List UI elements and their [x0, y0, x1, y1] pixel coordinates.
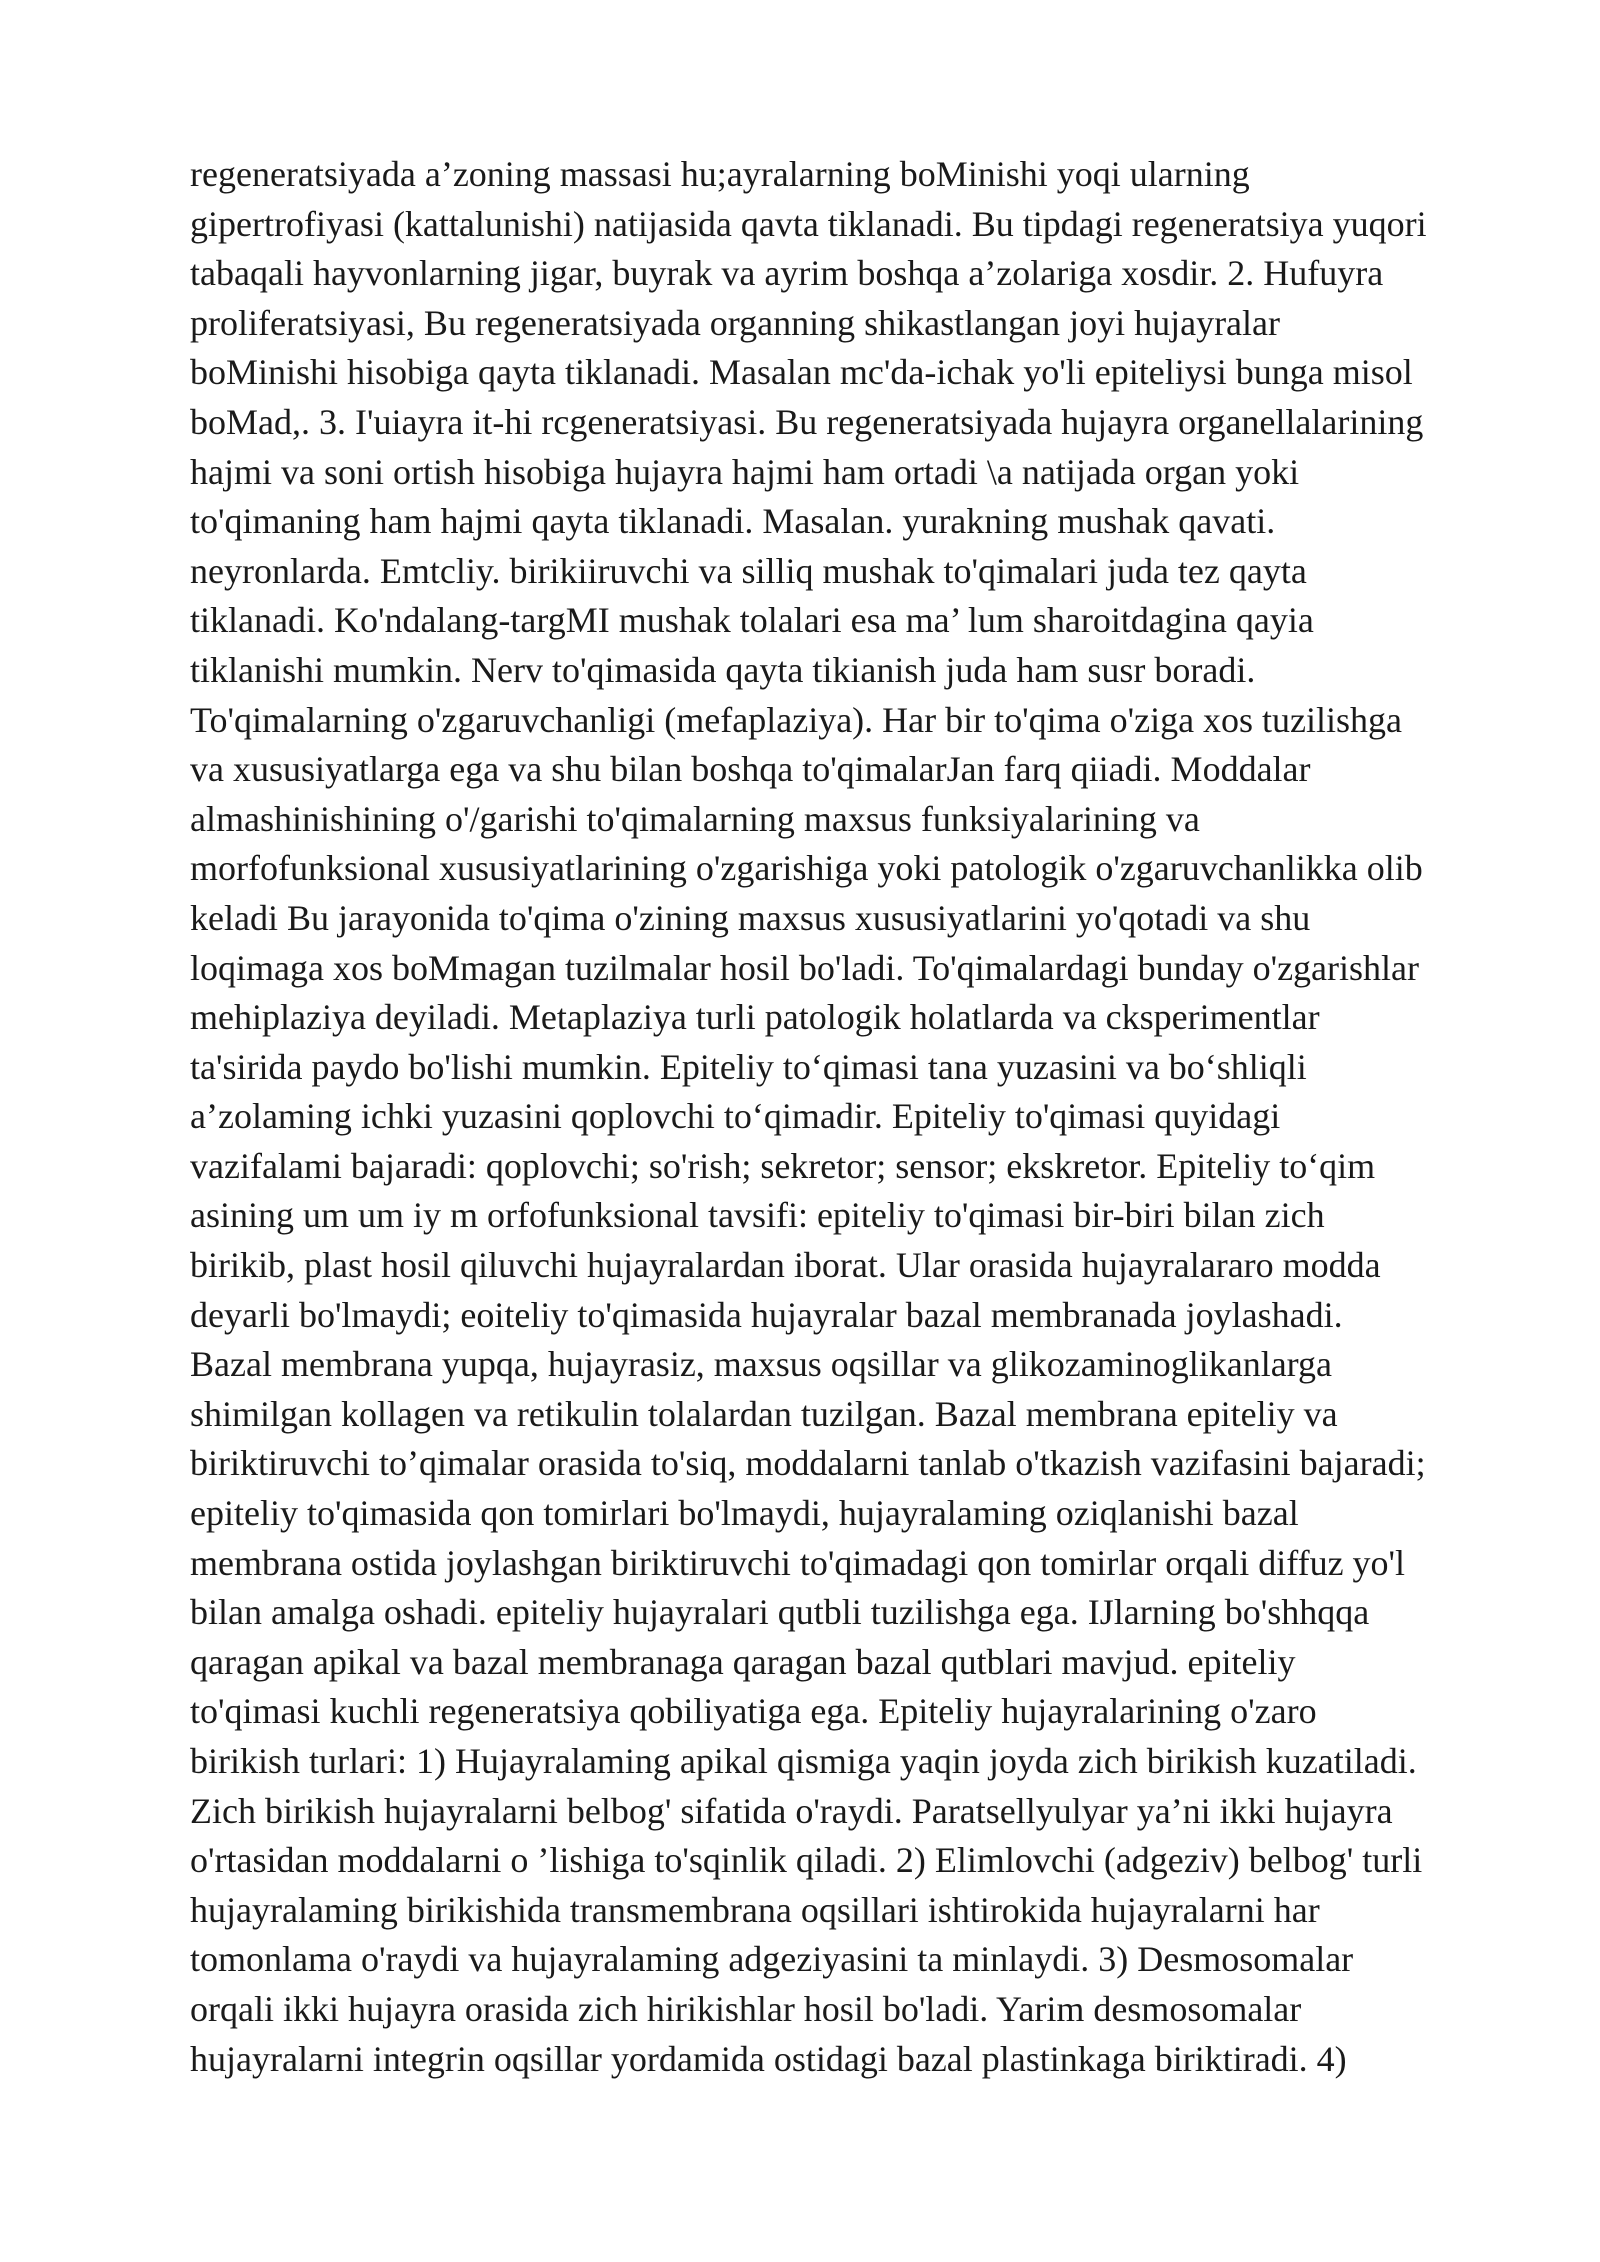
text-line-29: membrana ostida joylashgan biriktiruvchi to'qimadagi qon tomirlar orqali diffuz yo'l — [190, 1542, 1406, 1583]
text-line-30: bilan amalga oshadi. epiteliy hujayralari qutbli tuzilishga ega. IJlarning bo'shhqqa — [190, 1592, 1370, 1633]
text-line-22: asining um um iy m orfofunksional tavsifi: epiteliy to'qimasi bir-biri bilan zich — [190, 1195, 1325, 1236]
body-text — [190, 150, 1510, 2084]
text-line-27: biriktiruvchi to’qimalar orasida to'siq, moddalarni tanlab o'tkazish vazifasini bajaradi; — [190, 1443, 1426, 1484]
text-line-38: orqali ikki hujayra orasida zich hirikishlar hosil bo'ladi. Yarim desmosomalar — [190, 1988, 1302, 2029]
text-line-16: keladi Bu jarayonida to'qima o'zining maxsus xususiyatlarini yo'qotadi va shu — [190, 897, 1311, 938]
text-line-20: a’zolaming ichki yuzasini qoplovchi to‘qimadir. Epiteliy to'qimasi quyidagi — [190, 1096, 1281, 1137]
text-line-34: Zich birikish hujayralarni belbog' sifatida o'raydi. Paratsellyulyar ya’ni ikki hujayra — [190, 1790, 1393, 1831]
text-line-19: ta'sirida paydo bo'lishi mumkin. Epiteliy to‘qimasi tana yuzasini va bo‘shliqli — [190, 1046, 1307, 1087]
text-line-35: o'rtasidan moddalarni o ’lishiga to'sqinlik qiladi. 2) Elimlovchi (adgeziv) belbog' turli — [190, 1840, 1423, 1881]
text-line-21: vazifalami bajaradi: qoplovchi; so'rish; sekretor; sensor; ekskretor. Epiteliy to‘qim — [190, 1145, 1376, 1186]
text-line-14: almashinishining o'/garishi to'qimalarning maxsus funksiyalarining va — [190, 798, 1200, 839]
text-line-31: qaragan apikal va bazal membranaga qaragan bazal qutblari mavjud. epiteliy — [190, 1641, 1296, 1682]
text-line-25: Bazal membrana yupqa, hujayrasiz, maxsus oqsillar va glikozaminoglikanlarga — [190, 1344, 1332, 1385]
text-line-9: neyronlarda. Emtcliy. birikiiruvchi va silliq mushak to'qimalari juda tez qayta — [190, 550, 1307, 591]
text-line-12: To'qimalarning o'zgaruvchanligi (mefaplaziya). Har bir to'qima o'ziga xos tuzilishga — [190, 699, 1403, 740]
text-line-26: shimilgan kollagen va retikulin tolalardan tuzilgan. Bazal membrana epiteliy va — [190, 1393, 1338, 1434]
document-page — [190, 150, 1510, 2084]
text-line-37: tomonlama o'raydi va hujayralaming adgeziyasini ta minlaydi. 3) Desmosomalar — [190, 1939, 1354, 1980]
text-line-1: regeneratsiyada a’zoning massasi hu;ayralarning boMinishi yoqi ularning — [190, 154, 1250, 194]
text-line-3: tabaqali hayvonlarning jigar, buyrak va ayrim boshqa a’zolariga xosdir. 2. Hufuyra — [190, 253, 1384, 294]
text-line-36: hujayralaming birikishida transmembrana oqsillari ishtirokida hujayralarni har — [190, 1889, 1320, 1930]
text-line-23: birikib, plast hosil qiluvchi hujayralardan iborat. Ular orasida hujayralararo modda — [190, 1245, 1381, 1286]
text-line-4: proliferatsiyasi, Bu regeneratsiyada organning shikastlangan joyi hujayralar — [190, 302, 1281, 343]
text-line-2: gipertrofiyasi (kattalunishi) natijasida qavta tiklanadi. Bu tipdagi regeneratsiya yuqori — [190, 203, 1427, 244]
text-line-11: tiklanishi mumkin. Nerv to'qimasida qayta tikianish juda ham susr boradi. — [190, 649, 1256, 690]
text-line-5: boMinishi hisobiga qayta tiklanadi. Masalan mc'da-ichak yo'li epiteliysi bunga misol — [190, 352, 1413, 393]
text-line-33: birikish turlari: 1) Hujayralaming apikal qismiga yaqin joyda zich birikish kuzatiladi. — [190, 1741, 1417, 1781]
text-line-7: hajmi va soni ortish hisobiga hujayra hajmi ham ortadi \a natijada organ yoki — [190, 451, 1300, 492]
text-line-24: deyarli bo'lmaydi; eoiteliy to'qimasida hujayralar bazal membranada joylashadi. — [190, 1294, 1343, 1335]
text-line-6: boMad,. 3. I'uiayra it-hi rcgeneratsiyasi. Bu regeneratsiyada hujayra organellalarining — [190, 401, 1424, 442]
text-line-8: to'qimaning ham hajmi qayta tiklanadi. Masalan. yurakning mushak qavati. — [190, 501, 1276, 542]
text-line-28: epiteliy to'qimasida qon tomirlari bo'lmaydi, hujayralaming oziqlanishi bazal — [190, 1493, 1299, 1534]
text-line-10: tiklanadi. Ko'ndalang-targMI mushak tolalari esa ma’ lum sharoitdagina qayia — [190, 600, 1314, 641]
text-line-13: va xususiyatlarga ega va shu bilan boshqa to'qimalarJan farq qiiadi. Moddalar — [190, 749, 1311, 790]
text-line-32: to'qimasi kuchli regeneratsiya qobiliyatiga ega. Epiteliy hujayralarining o'zaro — [190, 1691, 1317, 1732]
text-line-18: mehiplaziya deyiladi. Metaplaziya turli patologik holatlarda va cksperimentlar — [190, 997, 1320, 1038]
text-line-15: morfofunksional xususiyatlarining o'zgarishiga yoki patologik o'zgaruvchanlikka olib — [190, 848, 1423, 889]
text-line-17: loqimaga xos boMmagan tuzilmalar hosil bo'ladi. To'qimalardagi bunday o'zgarishlar — [190, 947, 1419, 988]
text-line-39: hujayralarni integrin oqsillar yordamida ostidagi bazal plastinkaga biriktiradi. 4) — [190, 2038, 1347, 2079]
